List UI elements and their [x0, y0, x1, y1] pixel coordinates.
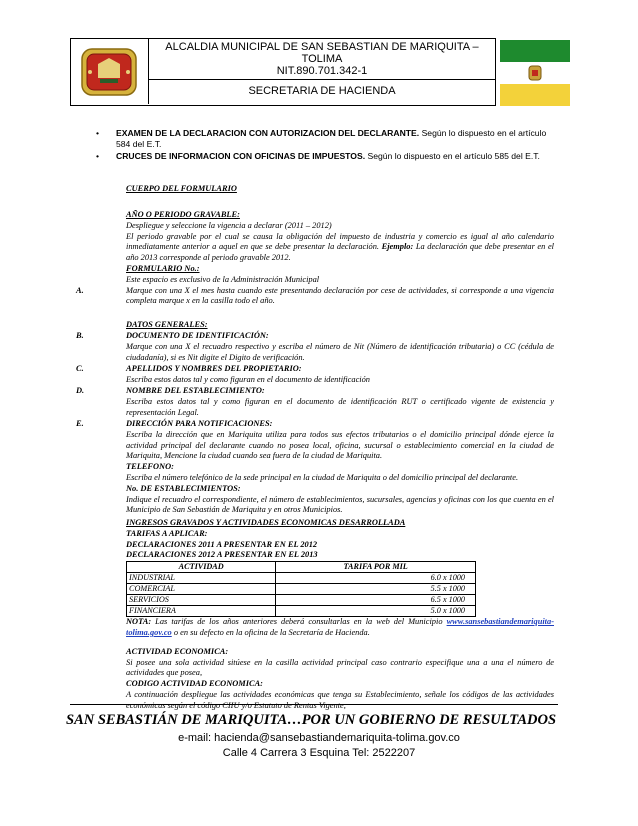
- bullet-icon: •: [96, 151, 100, 161]
- section-a-example-label: Ejemplo:: [381, 242, 414, 252]
- section-b: [126, 331, 554, 363]
- section-a-line1: Despliegue y seleccione la vigencia a declarar (2011 – 2012): [126, 220, 332, 230]
- header-line2: TOLIMA: [301, 53, 343, 65]
- nota-end: o en su defecto en la oficina de la Secretaría de Hacienda.: [171, 627, 370, 637]
- municipal-seal-icon: [78, 46, 140, 98]
- flag-stripe-white: [500, 62, 570, 84]
- section-a-para: [126, 232, 554, 264]
- municipio-website-link[interactable]: www.sansebastiandemariquita-tolima.gov.co: [126, 617, 554, 637]
- section-e-title: DIRECCIÓN PARA NOTIFICACIONES:: [126, 419, 273, 428]
- flag-stripe-green: [500, 40, 570, 62]
- table-row: [127, 595, 476, 606]
- flag-stripe-yellow: [500, 84, 570, 106]
- table-row: [127, 573, 476, 584]
- header-dept: SECRETARIA DE HACIENDA: [248, 85, 396, 97]
- section-c-letter: C.: [76, 364, 84, 373]
- table-cell-tarifa: 6.0 x 1000: [276, 573, 476, 584]
- section-a-para-text: El periodo gravable por el cual se causa la obligación del impuesto de industria y comercio es igual al año calendario inmediatamente anterior a aquel en que se debe presentar la declaración.: [126, 231, 554, 252]
- section-d-letter: D.: [76, 386, 85, 395]
- actividad-text: Si posee una sola actividad sitúese en la casilla actividad principal caso contrario especifique una a una el número de actividades que posea,: [126, 657, 554, 678]
- formulario-title: FORMULARIO No.:: [126, 263, 200, 273]
- establecimientos-title: No. DE ESTABLECIMIENTOS:: [126, 483, 241, 493]
- nota-label: NOTA:: [126, 617, 152, 627]
- section-c-title: APELLIDOS Y NOMBRES DEL PROPIETARIO:: [126, 364, 302, 373]
- municipal-flag: [500, 40, 570, 106]
- telefono-text: Escriba el número telefónico de la sede principal en la ciudad de Mariquita o del domicilio principal del declarante.: [126, 472, 519, 482]
- header-nit: NIT.890.701.342-1: [276, 65, 368, 77]
- table-cell-actividad: SERVICIOS: [127, 595, 276, 606]
- bullet-text: Según lo dispuesto en el artículo 585 del E.T.: [365, 151, 540, 161]
- bullet-item: [96, 128, 556, 150]
- spacer: [126, 639, 554, 647]
- section-d: [126, 386, 554, 418]
- section-c: [126, 364, 554, 386]
- seal-cell: [70, 38, 149, 104]
- table-header-tarifa: TARIFA POR MIL: [276, 562, 476, 573]
- flag-emblem-icon: [528, 65, 542, 81]
- codigo-text: A continuación despliegue las actividades económicas que tenga su Establecimiento, señale los códigos de las actividades económicas según el código CIIU y/o Estatuto de Rentas Vigente,: [126, 689, 554, 710]
- telefono-title: TELEFONO:: [126, 462, 174, 472]
- table-cell-actividad: INDUSTRIAL: [127, 573, 276, 584]
- footer-divider: [70, 704, 558, 705]
- table-cell-actividad: FINANCIERA: [127, 606, 276, 617]
- section-a-title: AÑO O PERIODO GRAVABLE:: [126, 210, 240, 219]
- section-a: [126, 210, 554, 307]
- table-cell-actividad: COMERCIAL: [127, 584, 276, 595]
- tarifas-table: [126, 561, 476, 617]
- section-b-letter: B.: [76, 331, 84, 340]
- codigo-title: CODIGO ACTIVIDAD ECONOMICA:: [126, 679, 263, 689]
- footer-slogan: SAN SEBASTIÁN DE MARIQUITA…POR UN GOBIERNO DE RESULTADOS: [66, 712, 557, 728]
- table-header-actividad: ACTIVIDAD: [127, 562, 276, 573]
- section-a-example-text: La declaración que debe presentar en el año 2013 corresponde al periodo gravable 2012.: [126, 242, 554, 263]
- table-header-row: [127, 562, 476, 573]
- section-d-title: NOMBRE DEL ESTABLECIMIENTO:: [126, 386, 265, 395]
- datos-title: DATOS GENERALES:: [126, 320, 208, 329]
- table-cell-tarifa: 5.5 x 1000: [276, 584, 476, 595]
- establecimientos-text: Indique el recuadro el correspondiente, el número de establecimientos, sucursales, agencias y oficinas con los que cuenta en el Municipio de San Sebastián de Mariquita y en otros Municipios.: [126, 494, 554, 515]
- cuerpo-title: [126, 184, 554, 195]
- section-c-text: Escriba estos datos tal y como figuran en el documento de identificación: [126, 374, 370, 384]
- ingresos-section: [126, 518, 554, 712]
- header-line1: ALCALDIA MUNICIPAL DE SAN SEBASTIAN DE MARIQUITA –: [165, 41, 479, 53]
- datos-generales: [126, 320, 554, 331]
- section-e: [126, 419, 554, 516]
- header-divider: [148, 79, 496, 80]
- section-e-letter: E.: [76, 419, 84, 428]
- bullet-bold: EXAMEN DE LA DECLARACION CON AUTORIZACION DEL DECLARANTE.: [116, 128, 420, 138]
- decl-2011: DECLARACIONES 2011 A PRESENTAR EN EL 2012: [126, 539, 318, 549]
- actividad-title: ACTIVIDAD ECONOMICA:: [126, 646, 229, 656]
- footer-email: e-mail: hacienda@sansebastiandemariquita-tolima.gov.co: [178, 732, 460, 744]
- header: [70, 38, 496, 106]
- section-b-text: Marque con una X el recuadro respectivo y escriba el número de Nit (Número de identificación tributaria) o CC (cédula de ciudadanía), si es Nit digite el Digito de verificación.: [126, 341, 554, 362]
- nota: [126, 617, 554, 639]
- table-cell-tarifa: 6.5 x 1000: [276, 595, 476, 606]
- section-d-text: Escriba estos datos tal y como figuran en el documento de identificación RUT o certificado vigente de existencia y representación Legal.: [126, 396, 554, 417]
- bullet-item: [96, 151, 556, 162]
- nota-text: Las tarifas de los años anteriores deberá consultarlas en la web del Municipio: [151, 617, 447, 627]
- bullet-icon: •: [96, 128, 100, 138]
- formulario-line2: Marque con una X el mes hasta cuando este presentando declaración por cese de actividades, si corresponde a una vigencia completa marque x en la casilla todo el año.: [126, 285, 554, 306]
- table-cell-tarifa: 5.0 x 1000: [276, 606, 476, 617]
- header-title: [148, 41, 496, 77]
- cuerpo-title-text: CUERPO DEL FORMULARIO: [126, 184, 237, 193]
- tarifas-title: TARIFAS A APLICAR:: [126, 528, 208, 538]
- table-row: [127, 584, 476, 595]
- section-e-text: Escriba la dirección que en Mariquita utiliza para todos sus efectos tributarios o el domicilio principal dónde ejerce la actividad principal del declarante cuando no posea local, oficina, sucursal o establecimiento comercial en la ciudad de Mariquita, Mencione la ciudad cuando sea fuera de la ciudad de Mariquita.: [126, 429, 554, 461]
- section-a-letter: A.: [76, 286, 84, 295]
- ingresos-title: INGRESOS GRAVADOS Y ACTIVIDADES ECONOMICAS DESARROLLADA: [126, 518, 406, 527]
- bullet-bold: CRUCES DE INFORMACION CON OFICINAS DE IMPUESTOS.: [116, 151, 366, 161]
- bullet-list: [96, 128, 556, 163]
- formulario-line1: Este espacio es exclusivo de la Administración Municipal: [126, 274, 320, 284]
- decl-2012: DECLARACIONES 2012 A PRESENTAR EN EL 2013: [126, 550, 318, 560]
- bullet-text: Según lo dispuesto en el artículo 584 del E.T.: [116, 128, 547, 149]
- section-b-title: DOCUMENTO DE IDENTIFICACIÓN:: [126, 331, 269, 340]
- table-row: [127, 606, 476, 617]
- footer-address: Calle 4 Carrera 3 Esquina Tel: 2522207: [222, 747, 416, 759]
